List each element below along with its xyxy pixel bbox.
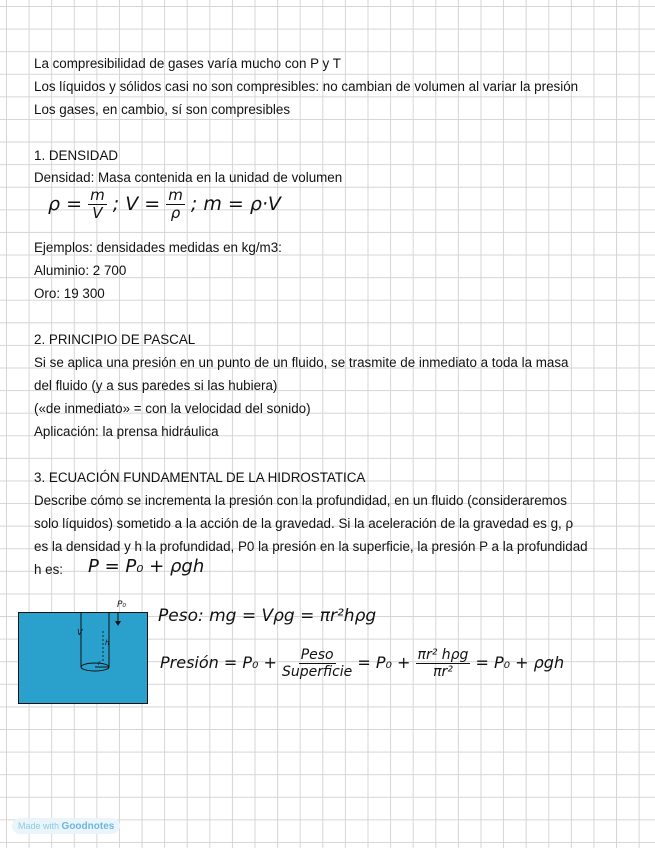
h-label: h: [105, 639, 110, 647]
presion-result: = P₀ + ρgh: [475, 653, 565, 672]
formula-rho: ρ =: [48, 193, 83, 215]
fraction-peso-superficie: $\frac{\text{Peso}}{\text{Superficie}}$: [282, 647, 353, 680]
pascal-line-4: Aplicación: la prensa hidráulica: [34, 424, 219, 439]
pascal-line-3: («de inmediato» = con la velocidad del sonido): [34, 401, 311, 416]
hydro-heading: 3. ECUACIÓN FUNDAMENTAL DE LA HIDROSTATICA: [34, 470, 366, 485]
density-definition: Densidad: Masa contenida en la unidad de volumen: [34, 170, 343, 185]
made-with-goodnotes-badge: [12, 818, 120, 834]
r-label: r: [98, 660, 101, 667]
example-aluminio: Aluminio: 2 700: [34, 263, 127, 278]
fraction-pir2hpg: $\frac{\text{πr² hρg}}{\text{πr²}}$: [417, 647, 469, 680]
hydro-formula-inline: P = P₀ + ρgh: [88, 556, 205, 577]
made-with-label: Made with: [18, 821, 60, 831]
hydro-line-4: h es:: [34, 562, 64, 577]
intro-line-1: La compresibilidad de gases varía mucho con P y T: [34, 56, 341, 71]
v-label: V: [77, 628, 83, 637]
p0-arrowhead-icon: [115, 621, 121, 626]
peso-equation: Peso: mg = Vρg = πr²hρg: [158, 606, 377, 626]
fraction-m-over-rho: $\frac{m}{\rho}$: [168, 186, 183, 222]
density-heading: 1. DENSIDAD: [34, 148, 119, 163]
p0-label: P₀: [117, 600, 127, 610]
density-formula: [48, 188, 281, 221]
formula-m-eq: ; m = ρ·V: [190, 193, 281, 215]
goodnotes-logo: Goodnotes: [61, 821, 115, 832]
pascal-line-1: Si se aplica una presión en un punto de un fluido, se trasmite de inmediato a toda la masa: [34, 355, 569, 370]
presion-eq-p0: = P₀ +: [357, 653, 411, 672]
examples-title: Ejemplos: densidades medidas en kg/m3:: [34, 240, 282, 255]
water-tank-diagram: [18, 612, 148, 704]
hydro-line-1: Describe cómo se incrementa la presión con la profundidad, en un fluido (consideraremos: [34, 493, 567, 508]
intro-line-3: Los gases, en cambio, sí son compresibles: [34, 102, 291, 117]
example-oro: Oro: 19 300: [34, 286, 105, 301]
presion-prefix: Presión = P₀ +: [160, 653, 277, 672]
hydro-line-3: es la densidad y h la profundidad, P0 la presión en la superficie, la presión P a la profundidad: [34, 539, 588, 554]
pascal-heading: 2. PRINCIPIO DE PASCAL: [34, 332, 196, 347]
intro-line-2: Los líquidos y sólidos casi no son compresibles: no cambian de volumen al variar la presión: [34, 79, 579, 94]
fraction-m-over-v: $\frac{m}{V}$: [90, 186, 105, 222]
pascal-line-2: del fluido (y a sus paredes si las hubiera): [34, 378, 278, 393]
presion-equation: [160, 648, 564, 679]
cylinder-sketch: [19, 613, 147, 703]
formula-v-eq: ; V =: [112, 193, 161, 215]
hydro-line-2: solo líquidos) sometido a la acción de la gravedad. Si la aceleración de la gravedad es g, ρ: [34, 516, 574, 531]
